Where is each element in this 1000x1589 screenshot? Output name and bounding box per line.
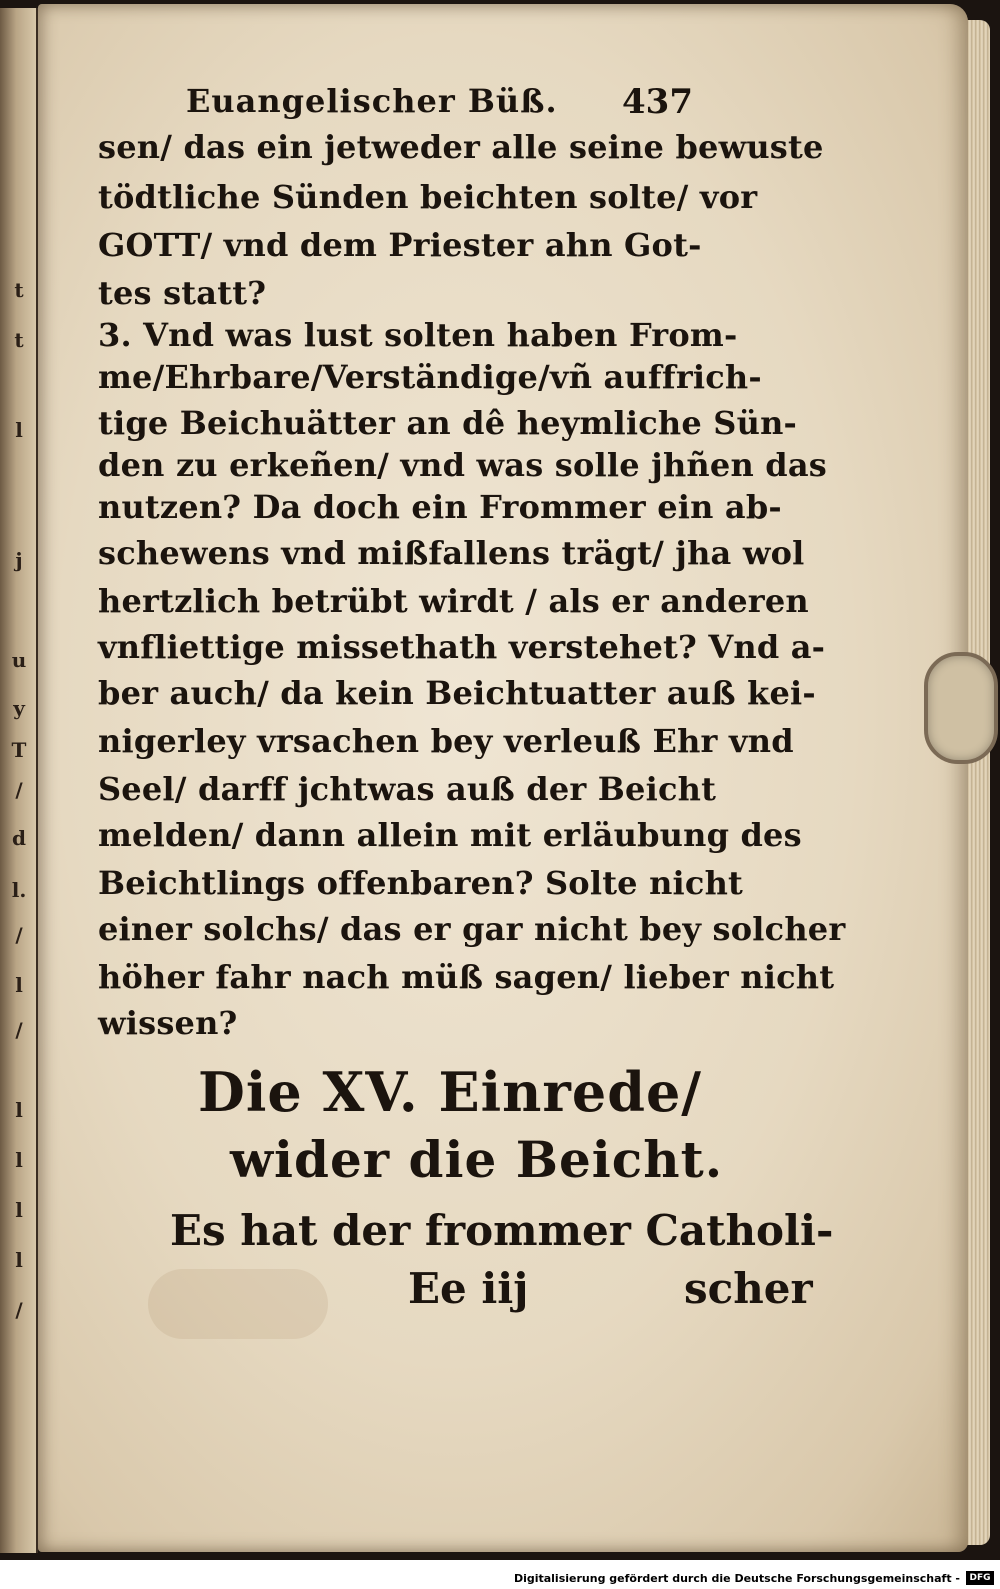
paper-stain [148, 1269, 328, 1339]
running-title: Euangelischer Büß. [186, 82, 558, 120]
body-line: Beichtlings offenbaren? Solte nicht [98, 864, 744, 902]
body-line: sen/ das ein jetweder alle seine bewuste [98, 128, 824, 166]
body-line: tige Beichuätter an dê heymliche Sün- [98, 404, 798, 442]
body-line: 3. Vnd was lust solten haben From- [98, 316, 738, 354]
dfg-logo: DFG [966, 1571, 994, 1585]
body-line: einer solchs/ das er gar nicht bey solcher [98, 910, 846, 948]
signature-mark: Ee iij [408, 1264, 529, 1313]
left-page-glyph: t [14, 328, 24, 352]
section-subheading: wider die Beicht. [230, 1130, 724, 1189]
left-page-glyph: / [15, 923, 23, 947]
body-line: GOTT/ vnd dem Priester ahn Got- [98, 226, 702, 264]
left-page-glyph: l [15, 973, 23, 997]
body-line: melden/ dann allein mit erläubung des [98, 816, 802, 854]
left-page-glyph: u [11, 648, 27, 672]
body-line: me/Ehrbare/Verständige/vñ auffrich- [98, 358, 762, 396]
left-page-glyph: T [11, 738, 27, 762]
left-page-glyph: / [15, 1298, 23, 1322]
body-line: vnfliettige missethath verstehet? Vnd a- [98, 628, 826, 666]
left-page-glyph: y [13, 696, 25, 720]
left-page-glyph: l [15, 1148, 23, 1172]
left-page-glyph: l. [11, 878, 27, 902]
page-number: 437 [622, 82, 693, 122]
book-clasp [924, 652, 998, 764]
left-page-glyph: j [15, 548, 23, 572]
left-page-glyph: l [15, 1248, 23, 1272]
left-page-glyph: l [15, 1198, 23, 1222]
left-page-glyph: l [15, 418, 23, 442]
body-line: höher fahr nach müß sagen/ lieber nicht [98, 958, 835, 996]
body-line: nutzen? Da doch ein Frommer ein ab- [98, 488, 782, 526]
left-page-glyph: / [15, 1018, 23, 1042]
left-page-glyph: d [12, 826, 26, 850]
body-line: den zu erkeñen/ vnd was solle jhñen das [98, 446, 827, 484]
body-line: tödtliche Sünden beichten solte/ vor [98, 178, 758, 216]
body-line: tes statt? [98, 274, 267, 312]
body-line: Seel/ darff jchtwas auß der Beicht [98, 770, 717, 808]
left-page-glyph: t [14, 278, 24, 302]
body-line: wissen? [98, 1004, 238, 1042]
section-heading: Die XV. Einrede/ [198, 1060, 703, 1124]
funding-credit: Digitalisierung gefördert durch die Deutsche Forschungsgemeinschaft - [513, 1572, 960, 1585]
left-page-glyph: l [15, 1098, 23, 1122]
body-line: hertzlich betrübt wirdt / als er anderen [98, 582, 809, 620]
section-first-line: Es hat der frommer Catholi- [170, 1206, 834, 1255]
body-line: schewens vnd mißfallens trägt/ jha wol [98, 534, 805, 572]
left-page-edge [0, 8, 38, 1553]
left-page-glyph: / [15, 778, 23, 802]
catchword: scher [684, 1264, 813, 1313]
body-line: nigerley vrsachen bey verleuß Ehr vnd [98, 722, 794, 760]
body-line: ber auch/ da kein Beichtuatter auß kei- [98, 674, 816, 712]
